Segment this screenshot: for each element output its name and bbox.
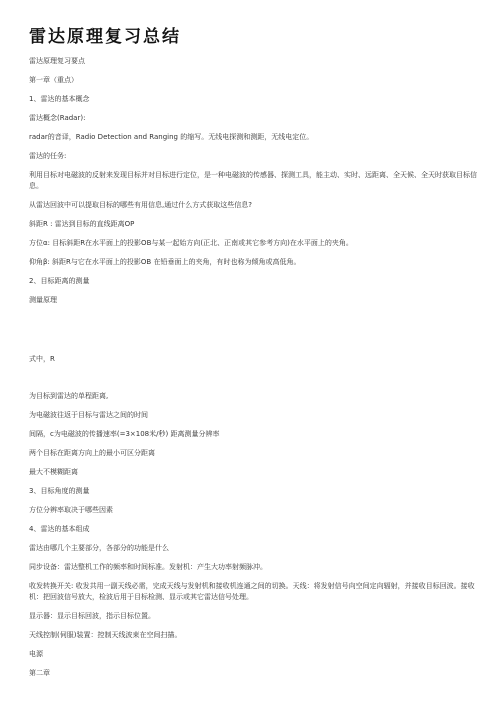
paragraph: 利用目标对电磁波的反射来发现目标并对目标进行定位，是一种电磁波的传感器、探测工具，能主动、实时、远距离、全天候、全天时获取目标信息。	[29, 171, 477, 190]
paragraph: 方位分辨率取决于哪些因素	[29, 506, 113, 514]
paragraph: 式中，R	[29, 355, 55, 363]
paragraph: 从雷达回波中可以提取目标的哪些有用信息,通过什么方式获取这些信息?	[29, 201, 252, 209]
paragraph: 雷达的任务:	[29, 152, 67, 160]
paragraph: 斜距R : 雷达到目标的直线距离OP	[29, 220, 135, 228]
paragraph: radar的音译，Radio Detection and Ranging 的缩写。无线电探测和测距，无线电定位。	[29, 133, 314, 141]
document-title: 雷达原理复习总结	[29, 27, 181, 47]
paragraph: 测量原理	[29, 296, 57, 304]
paragraph: 雷达由哪几个主要部分，各部分的功能是什么	[29, 544, 169, 552]
paragraph: 同步设备：雷达整机工作的频率和时间标准。发射机：产生大功率射频脉冲。	[29, 563, 267, 571]
subsection-heading: 1、雷达的基本概念	[29, 95, 90, 103]
paragraph: 电源	[29, 650, 43, 658]
paragraph: 两个目标在距离方向上的最小可区分距离	[29, 449, 155, 457]
subsection-heading: 2、目标距离的测量	[29, 277, 90, 285]
section-heading-outline: 雷达原理复习要点	[29, 57, 85, 65]
paragraph: 间隔，c为电磁波的传播速率(=3×108米/秒) 距离测量分辨率	[29, 430, 220, 438]
chapter-heading: 第一章（重点）	[29, 76, 78, 84]
paragraph: 仰角β: 斜距R与它在水平面上的投影OB 在铅垂面上的夹角，有时也称为倾角或高低角。	[29, 258, 301, 266]
chapter-heading: 第二章	[29, 669, 50, 677]
paragraph: 显示器：显示目标回波，指示目标位置。	[29, 612, 155, 620]
paragraph: 收发转换开关: 收发共用一副天线必需，完成天线与发射机和接收机连通之间的切换。天线：将发射信号向空间定向辐射，并接收目标回波。接收机：把回波信号放大，检波后用于目标检测、显示或其它雷达信号处理。	[29, 582, 475, 601]
paragraph: 天线控制(伺服)装置：控制天线波束在空间扫描。	[29, 631, 182, 639]
paragraph: 最大不模糊距离	[29, 468, 78, 476]
paragraph: 雷达概念(Radar):	[29, 114, 86, 122]
subsection-heading: 4、雷达的基本组成	[29, 525, 90, 533]
paragraph: 方位α: 目标斜距R在水平面上的投影OB与某一起始方向(正北、正南或其它参考方向)在水平面上的夹角。	[29, 239, 353, 247]
paragraph: 为电磁波往返于目标与雷达之间的时间	[29, 411, 148, 419]
paragraph: 为目标到雷达的单程距离,	[29, 392, 109, 400]
subsection-heading: 3、目标角度的测量	[29, 487, 90, 495]
